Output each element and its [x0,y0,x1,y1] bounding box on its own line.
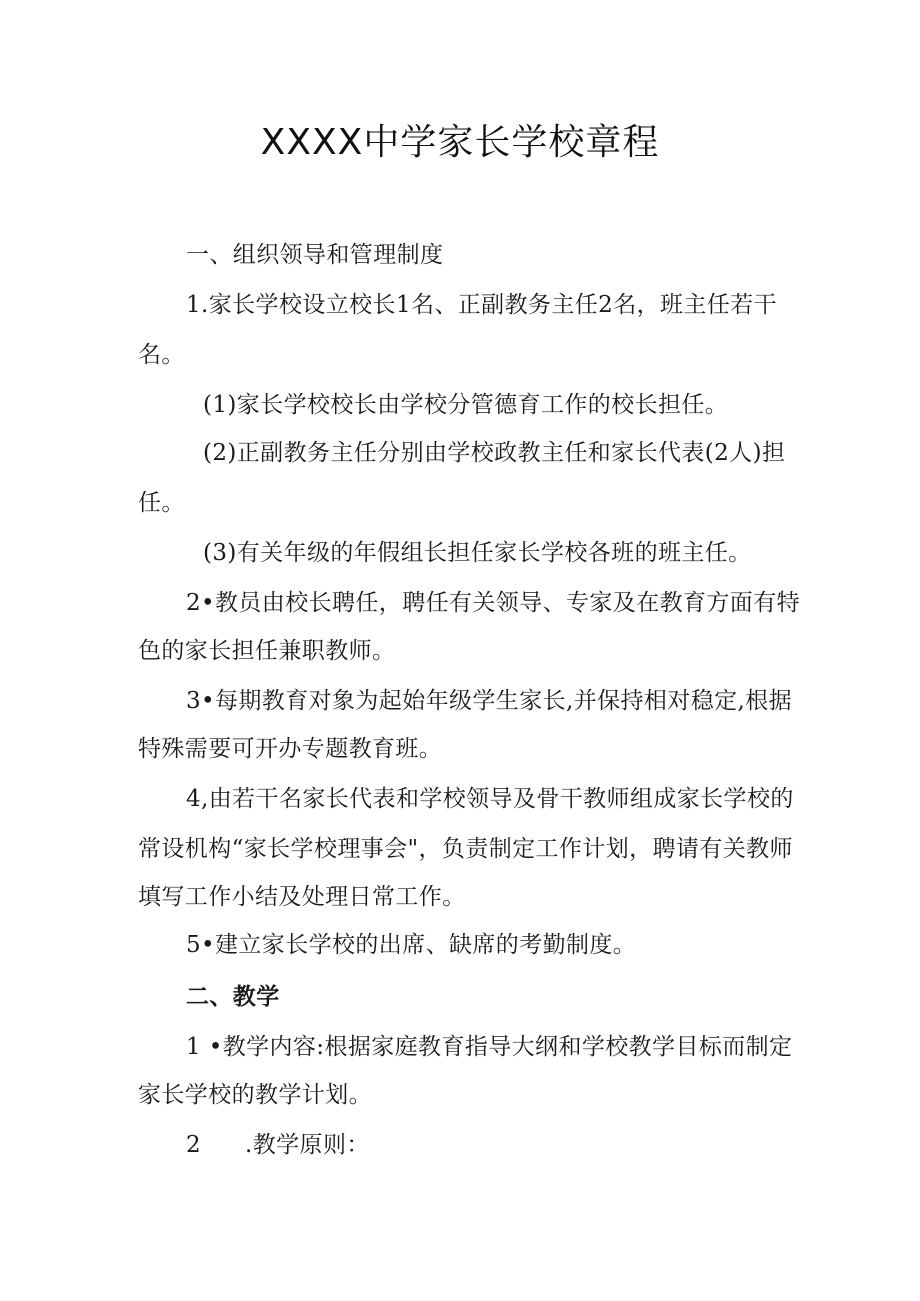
section-heading-organization: 一、组织领导和管理制度 [186,242,444,268]
paragraph-line: 5•建立家长学校的出席、缺席的考勤制度。 [186,932,637,958]
paragraph-line: 特殊需要可开办专题教育班。 [138,736,443,762]
item-text: .教学原则： [245,1132,370,1158]
sub-item-line: (3)有关年级的年假组长担任家长学校各班的班主任。 [203,540,752,566]
paragraph-line: 色的家长担任兼职教师。 [138,638,396,664]
section-heading-teaching: 二、教学 [186,984,280,1010]
item-number: 2 [186,1132,202,1158]
sub-item-line: (1)家长学校校长由学校分管德育工作的校长担任。 [203,392,729,418]
paragraph-line: 任。 [138,490,185,516]
paragraph-line: 2•教员由校长聘任，聘任有关领导、专家及在教育方面有特 [186,590,800,616]
sub-item-line: (2)正副教务主任分别由学校政教主任和家长代表(2人)担 [203,440,786,466]
paragraph-line: 3•每期教育对象为起始年级学生家长,并保持相对稳定,根据 [186,688,793,714]
paragraph-line: 4,由若干名家长代表和学校领导及骨干教师组成家长学校的 [186,786,794,812]
paragraph-line: 常设机构“家长学校理事会"，负责制定工作计划，聘请有关教师 [138,836,793,862]
paragraph-line [186,1128,846,1162]
paragraph-line: 1 •教学内容:根据家庭教育指导大纲和学校教学目标而制定 [186,1034,793,1060]
paragraph-line: 1.家长学校设立校长1名、正副教务主任2名，班主任若干 [186,292,778,318]
paragraph-line: 填写工作小结及处理日常工作。 [138,884,466,910]
document-title: XXXX中学家长学校章程 [260,122,660,163]
paragraph-line: 名。 [138,342,185,368]
paragraph-line: 家长学校的教学计划。 [138,1082,372,1108]
